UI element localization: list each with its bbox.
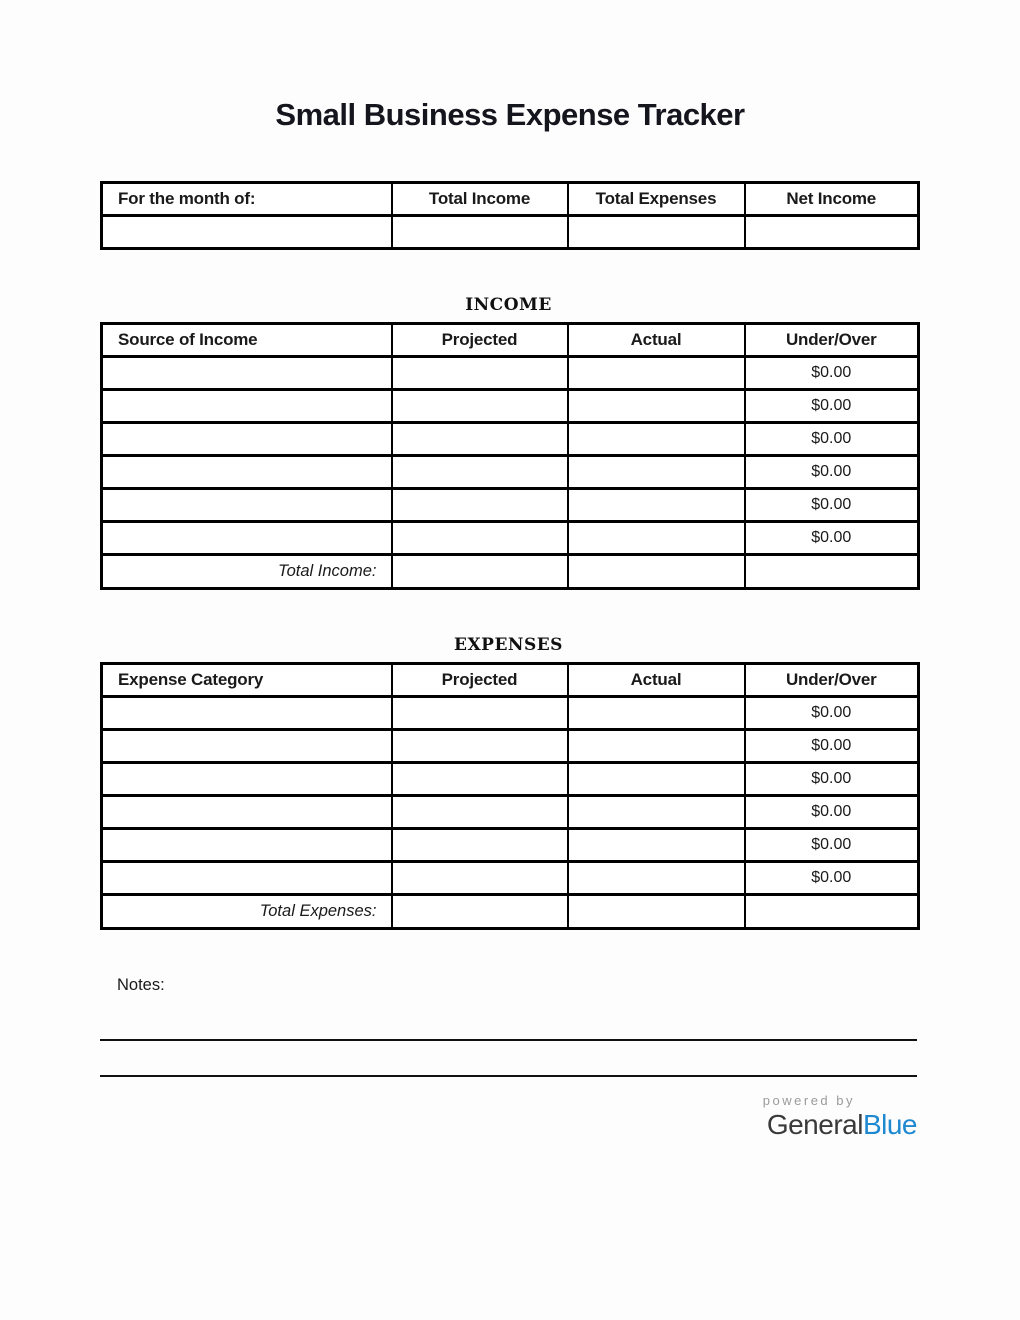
expenses-total-projected-cell (392, 895, 568, 929)
income-source-cell[interactable] (102, 357, 392, 390)
income-total-underover-cell (745, 555, 919, 589)
income-actual-cell[interactable] (568, 423, 745, 456)
income-actual-cell[interactable] (568, 456, 745, 489)
expenses-header-projected: Projected (392, 664, 568, 697)
table-row (102, 730, 919, 763)
expenses-header-row (102, 664, 919, 697)
income-underover-cell: $0.00 (745, 357, 919, 390)
generalblue-logo (100, 1109, 917, 1141)
notes-line-1[interactable] (100, 1039, 917, 1041)
expenses-header-category: Expense Category (102, 664, 392, 697)
expense-actual-cell[interactable] (568, 796, 745, 829)
income-actual-cell[interactable] (568, 522, 745, 555)
income-projected-cell[interactable] (392, 456, 568, 489)
expense-category-cell[interactable] (102, 862, 392, 895)
income-source-cell[interactable] (102, 390, 392, 423)
income-actual-cell[interactable] (568, 489, 745, 522)
income-projected-cell[interactable] (392, 423, 568, 456)
table-row (102, 456, 919, 489)
summary-header-total-income: Total Income (392, 183, 568, 216)
income-underover-cell: $0.00 (745, 489, 919, 522)
summary-header-row (102, 183, 919, 216)
expense-underover-cell: $0.00 (745, 862, 919, 895)
income-projected-cell[interactable] (392, 522, 568, 555)
income-projected-cell[interactable] (392, 390, 568, 423)
expenses-header-underover: Under/Over (745, 664, 919, 697)
net-income-value-cell (745, 216, 919, 249)
expense-actual-cell[interactable] (568, 862, 745, 895)
income-header-underover: Under/Over (745, 324, 919, 357)
income-source-cell[interactable] (102, 423, 392, 456)
table-row (102, 357, 919, 390)
expense-category-cell[interactable] (102, 829, 392, 862)
income-underover-cell: $0.00 (745, 423, 919, 456)
table-row (102, 763, 919, 796)
expense-projected-cell[interactable] (392, 829, 568, 862)
income-total-row (102, 555, 919, 589)
summary-table (100, 181, 920, 250)
table-row (102, 796, 919, 829)
income-total-projected-cell (392, 555, 568, 589)
expense-projected-cell[interactable] (392, 862, 568, 895)
notes-line-2[interactable] (100, 1075, 917, 1077)
expenses-section-title: EXPENSES (454, 635, 563, 655)
expenses-total-actual-cell (568, 895, 745, 929)
summary-header-net-income: Net Income (745, 183, 919, 216)
footer-logo (100, 1093, 917, 1141)
expense-projected-cell[interactable] (392, 730, 568, 763)
expense-projected-cell[interactable] (392, 697, 568, 730)
brand-blue-text: Blue (862, 1109, 917, 1140)
income-source-cell[interactable] (102, 489, 392, 522)
notes-label: Notes: (117, 976, 165, 994)
expense-underover-cell: $0.00 (745, 796, 919, 829)
table-row (102, 829, 919, 862)
expense-category-cell[interactable] (102, 796, 392, 829)
summary-header-month: For the month of: (102, 183, 392, 216)
income-projected-cell[interactable] (392, 357, 568, 390)
expense-category-cell[interactable] (102, 697, 392, 730)
expenses-table (100, 662, 920, 930)
expenses-total-row (102, 895, 919, 929)
expense-projected-cell[interactable] (392, 763, 568, 796)
income-header-actual: Actual (568, 324, 745, 357)
expenses-total-label: Total Expenses: (102, 895, 392, 929)
expense-projected-cell[interactable] (392, 796, 568, 829)
table-row (102, 423, 919, 456)
income-table (100, 322, 920, 590)
expense-underover-cell: $0.00 (745, 730, 919, 763)
expense-actual-cell[interactable] (568, 730, 745, 763)
income-header-source: Source of Income (102, 324, 392, 357)
expense-actual-cell[interactable] (568, 697, 745, 730)
brand-general-text: General (766, 1109, 863, 1140)
expense-category-cell[interactable] (102, 730, 392, 763)
summary-header-total-expenses: Total Expenses (568, 183, 745, 216)
income-source-cell[interactable] (102, 522, 392, 555)
expense-actual-cell[interactable] (568, 763, 745, 796)
income-section-title: INCOME (465, 295, 552, 315)
expense-underover-cell: $0.00 (745, 829, 919, 862)
expense-underover-cell: $0.00 (745, 763, 919, 796)
table-row (102, 489, 919, 522)
expenses-total-underover-cell (745, 895, 919, 929)
total-income-value-cell (392, 216, 568, 249)
income-total-actual-cell (568, 555, 745, 589)
income-source-cell[interactable] (102, 456, 392, 489)
income-underover-cell: $0.00 (745, 522, 919, 555)
page-title: Small Business Expense Tracker (275, 97, 745, 132)
income-total-label: Total Income: (102, 555, 392, 589)
expense-category-cell[interactable] (102, 763, 392, 796)
expense-underover-cell: $0.00 (745, 697, 919, 730)
income-actual-cell[interactable] (568, 357, 745, 390)
table-row (102, 862, 919, 895)
total-expenses-value-cell (568, 216, 745, 249)
income-projected-cell[interactable] (392, 489, 568, 522)
expenses-header-actual: Actual (568, 664, 745, 697)
income-underover-cell: $0.00 (745, 456, 919, 489)
powered-by-text: powered by (762, 1093, 855, 1108)
month-input-cell[interactable] (102, 216, 392, 249)
summary-input-row (102, 216, 919, 249)
income-header-projected: Projected (392, 324, 568, 357)
income-header-row (102, 324, 919, 357)
income-underover-cell: $0.00 (745, 390, 919, 423)
expense-actual-cell[interactable] (568, 829, 745, 862)
table-row (102, 390, 919, 423)
income-actual-cell[interactable] (568, 390, 745, 423)
table-row (102, 522, 919, 555)
table-row (102, 697, 919, 730)
